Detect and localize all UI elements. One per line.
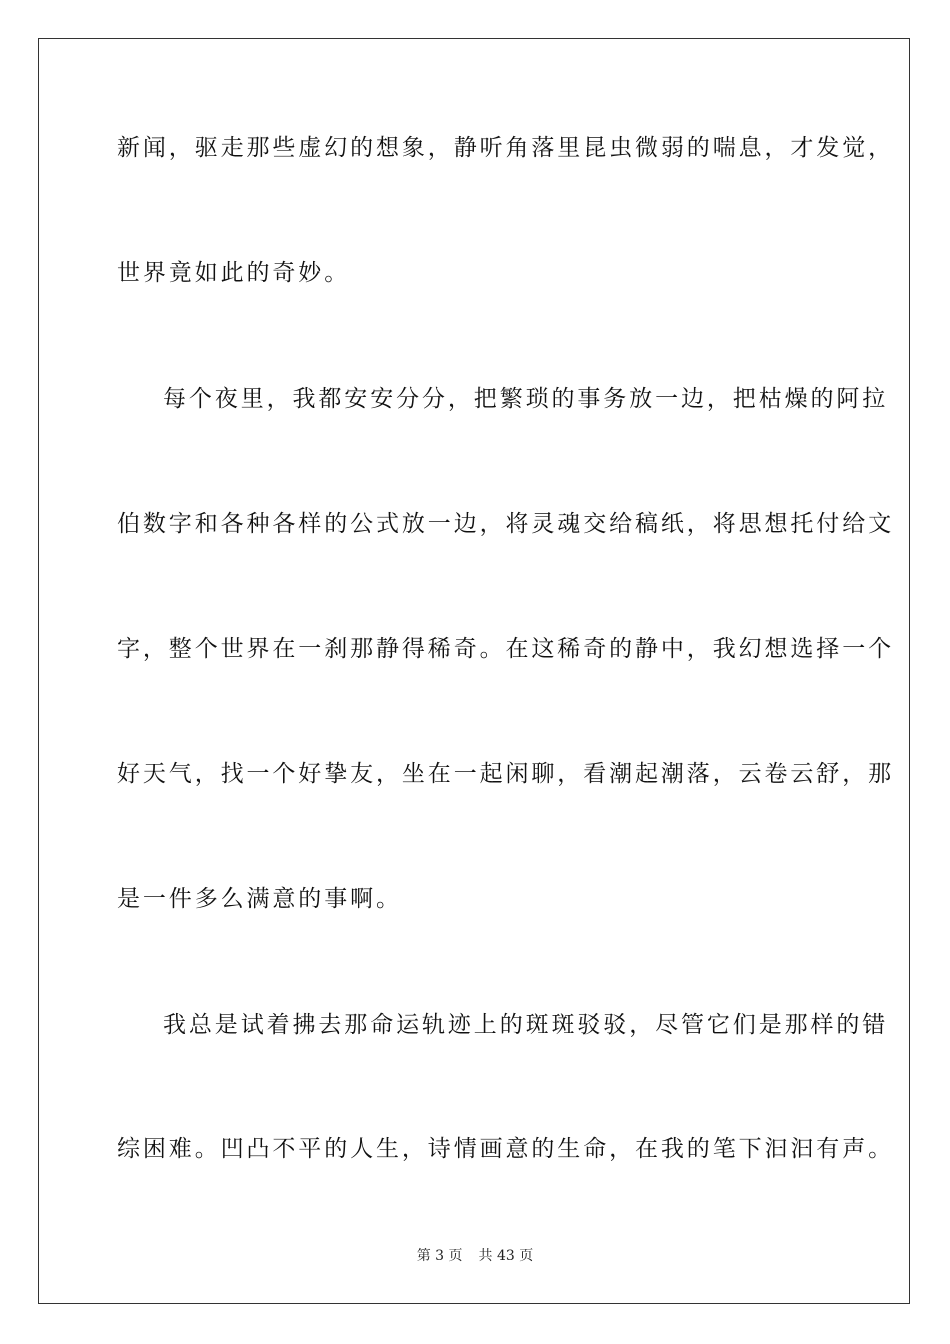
page-footer xyxy=(0,1247,950,1265)
page-total: 共 43 页 xyxy=(478,1248,534,1264)
page-number: 第 3 页 xyxy=(416,1248,463,1264)
text-line-7: 是一件多么满意的事啊。 xyxy=(117,886,402,912)
text-line-9: 综困难。凹凸不平的人生，诗情画意的生命，在我的笔下汩汩有声。 xyxy=(117,1136,894,1162)
text-line-4: 伯数字和各种各样的公式放一边，将灵魂交给稿纸，将思想托付给文 xyxy=(117,511,894,537)
text-line-8: 我总是试着拂去那命运轨迹上的斑斑驳驳，尽管它们是那样的错 xyxy=(163,1012,889,1038)
text-line-2: 世界竟如此的奇妙。 xyxy=(117,260,351,286)
text-line-6: 好天气，找一个好挚友，坐在一起闲聊，看潮起潮落，云卷云舒，那 xyxy=(117,761,894,787)
text-line-5: 字，整个世界在一刹那静得稀奇。在这稀奇的静中，我幻想选择一个 xyxy=(117,636,894,662)
page-border xyxy=(38,38,910,1304)
text-line-3: 每个夜里，我都安安分分，把繁琐的事务放一边，把枯燥的阿拉 xyxy=(163,386,889,412)
text-line-1: 新闻，驱走那些虚幻的想象，静听角落里昆虫微弱的喘息，才发觉， xyxy=(117,135,894,161)
